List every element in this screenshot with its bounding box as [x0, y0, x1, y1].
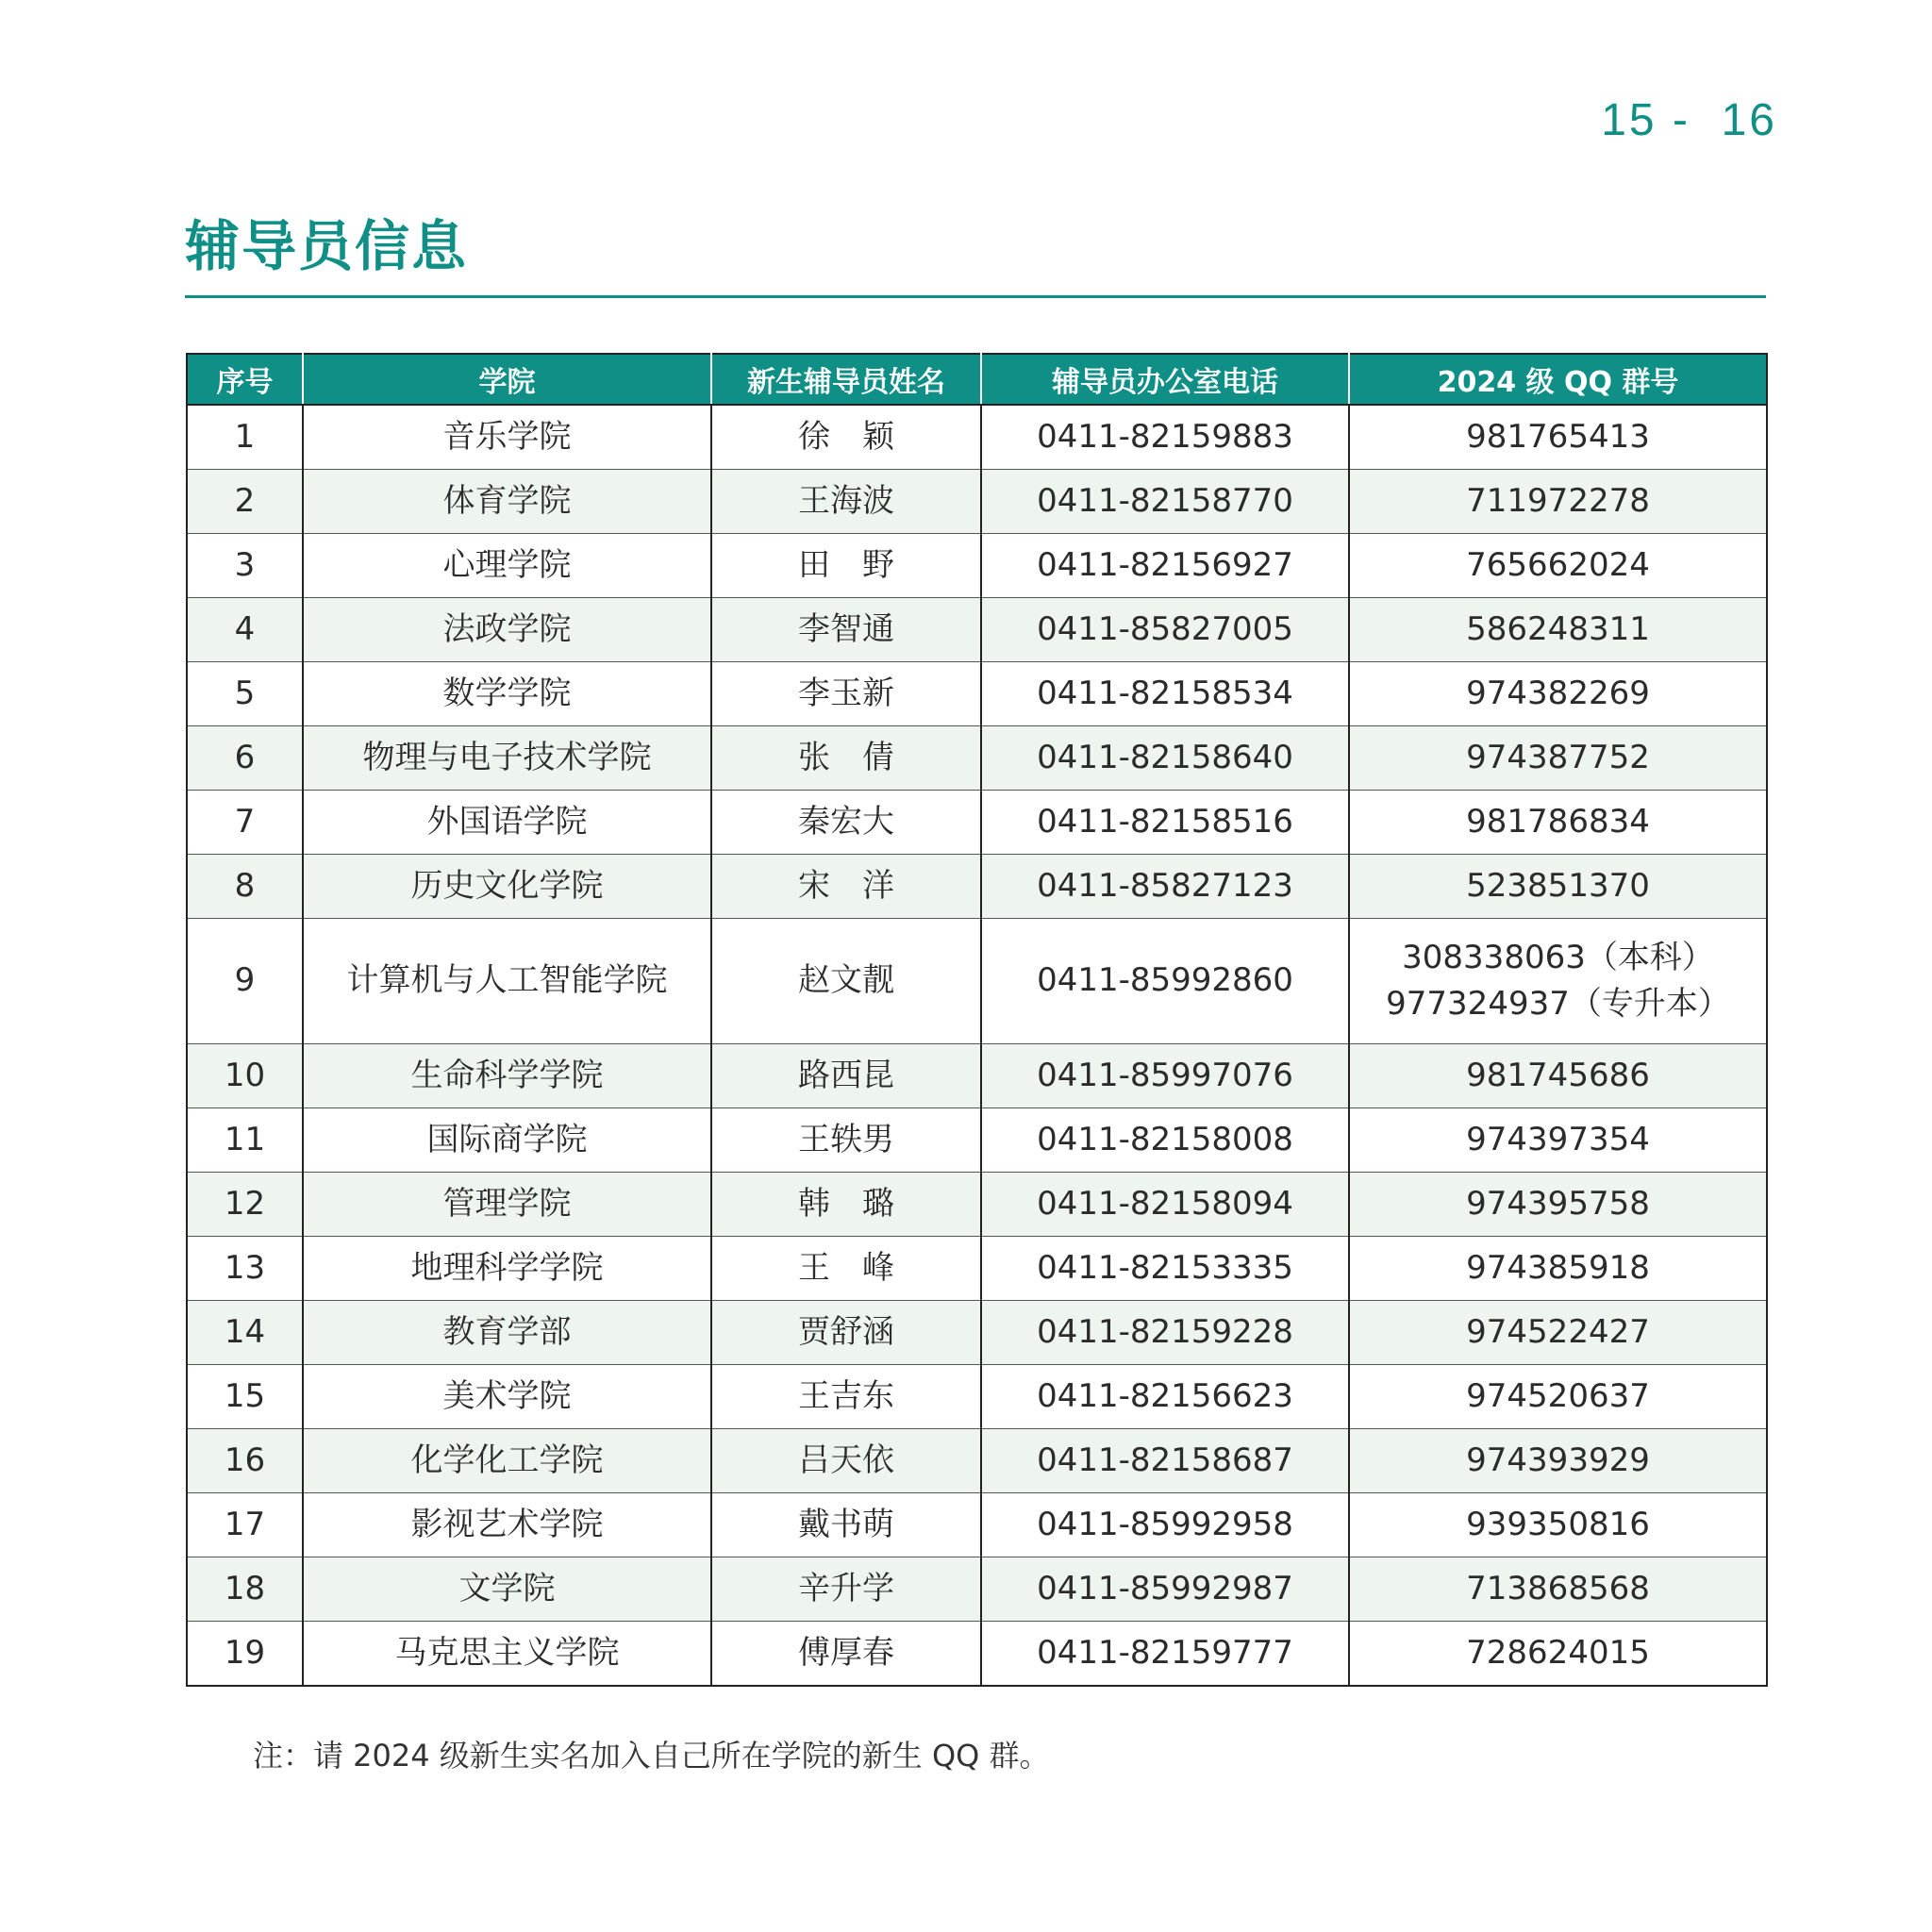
cell-college: 法政学院 [303, 598, 711, 662]
table-row [187, 791, 1767, 855]
qq-group-number: 974382269 [1466, 674, 1650, 712]
cell-no: 15 [187, 1365, 303, 1429]
cell-counselor-name: 李玉新 [711, 662, 981, 726]
cell-office-phone: 0411-82153335 [981, 1237, 1349, 1301]
cell-office-phone: 0411-85992860 [981, 919, 1349, 1044]
cell-college: 数学学院 [303, 662, 711, 726]
cell-qq-group [1349, 1173, 1767, 1237]
cell-college: 音乐学院 [303, 405, 711, 470]
table-body [187, 405, 1767, 1686]
cell-college: 影视艺术学院 [303, 1493, 711, 1557]
qq-group-number: 586248311 [1466, 609, 1650, 648]
cell-office-phone: 0411-82158687 [981, 1429, 1349, 1493]
cell-no: 6 [187, 726, 303, 791]
cell-qq-group [1349, 662, 1767, 726]
header-counselor-name: 新生辅导员姓名 [711, 354, 981, 405]
cell-counselor-name: 戴书萌 [711, 1493, 981, 1557]
cell-college: 心理学院 [303, 534, 711, 598]
cell-counselor-name: 张 倩 [711, 726, 981, 791]
cell-qq-group [1349, 1044, 1767, 1108]
cell-no: 5 [187, 662, 303, 726]
qq-group-number: 974397354 [1466, 1120, 1650, 1158]
cell-no: 2 [187, 470, 303, 534]
cell-office-phone: 0411-82158770 [981, 470, 1349, 534]
table-row [187, 470, 1767, 534]
cell-office-phone: 0411-85992987 [981, 1557, 1349, 1622]
cell-college: 美术学院 [303, 1365, 711, 1429]
cell-college: 地理科学学院 [303, 1237, 711, 1301]
cell-qq-group [1349, 855, 1767, 919]
cell-counselor-name: 王轶男 [711, 1108, 981, 1173]
cell-no: 14 [187, 1301, 303, 1365]
qq-group-number: 974387752 [1466, 738, 1650, 776]
cell-college: 生命科学学院 [303, 1044, 711, 1108]
cell-office-phone: 0411-85997076 [981, 1044, 1349, 1108]
cell-college: 计算机与人工智能学院 [303, 919, 711, 1044]
counselor-info-table [186, 353, 1768, 1687]
cell-qq-group [1349, 470, 1767, 534]
qq-group-number: 713868568 [1466, 1569, 1650, 1607]
table-row [187, 919, 1767, 1044]
footnote: 注：请 2024 级新生实名加入自己所在学院的新生 QQ 群。 [253, 1738, 1050, 1774]
qq-group-number: 974395758 [1466, 1184, 1650, 1223]
section-title: 辅导员信息 [185, 214, 469, 278]
table-header-row [187, 354, 1767, 405]
cell-no: 1 [187, 405, 303, 470]
table-row [187, 1493, 1767, 1557]
qq-group-number: 981786834 [1466, 802, 1650, 841]
cell-no: 3 [187, 534, 303, 598]
cell-qq-group [1349, 1301, 1767, 1365]
page-number: 15 - 16 [1601, 95, 1777, 145]
cell-office-phone: 0411-82159883 [981, 405, 1349, 470]
cell-qq-group [1349, 726, 1767, 791]
table-row [187, 1429, 1767, 1493]
cell-qq-group [1349, 1557, 1767, 1622]
cell-no: 17 [187, 1493, 303, 1557]
cell-office-phone: 0411-85992958 [981, 1493, 1349, 1557]
cell-counselor-name: 秦宏大 [711, 791, 981, 855]
cell-no: 8 [187, 855, 303, 919]
cell-office-phone: 0411-85827005 [981, 598, 1349, 662]
cell-office-phone: 0411-82158640 [981, 726, 1349, 791]
qq-group-number: 974385918 [1466, 1248, 1650, 1287]
qq-group-number: 974520637 [1466, 1376, 1650, 1415]
cell-qq-group [1349, 791, 1767, 855]
table-row [187, 1237, 1767, 1301]
cell-counselor-name: 徐 颖 [711, 405, 981, 470]
title-divider [185, 295, 1766, 298]
cell-no: 11 [187, 1108, 303, 1173]
table-row [187, 1173, 1767, 1237]
cell-no: 4 [187, 598, 303, 662]
cell-counselor-name: 韩 璐 [711, 1173, 981, 1237]
cell-no: 18 [187, 1557, 303, 1622]
table-row [187, 662, 1767, 726]
table-row [187, 1108, 1767, 1173]
cell-college: 物理与电子技术学院 [303, 726, 711, 791]
cell-counselor-name: 赵文靓 [711, 919, 981, 1044]
cell-no: 10 [187, 1044, 303, 1108]
cell-no: 13 [187, 1237, 303, 1301]
table-row [187, 855, 1767, 919]
header-office-phone: 辅导员办公室电话 [981, 354, 1349, 405]
header-qq-group: 2024 级 QQ 群号 [1349, 354, 1767, 405]
cell-office-phone: 0411-82156927 [981, 534, 1349, 598]
cell-college: 化学化工学院 [303, 1429, 711, 1493]
table-row [187, 598, 1767, 662]
cell-college: 历史文化学院 [303, 855, 711, 919]
header-college: 学院 [303, 354, 711, 405]
qq-group-number: 974393929 [1466, 1441, 1650, 1479]
cell-qq-group [1349, 534, 1767, 598]
cell-college: 管理学院 [303, 1173, 711, 1237]
cell-no: 19 [187, 1622, 303, 1687]
qq-group-number: 711972278 [1466, 481, 1650, 520]
cell-counselor-name: 辛升学 [711, 1557, 981, 1622]
cell-counselor-name: 田 野 [711, 534, 981, 598]
cell-no: 16 [187, 1429, 303, 1493]
table-row [187, 1365, 1767, 1429]
qq-group-number: 981745686 [1466, 1056, 1650, 1094]
cell-qq-group [1349, 1237, 1767, 1301]
cell-college: 教育学部 [303, 1301, 711, 1365]
qq-group-number: 939350816 [1466, 1505, 1650, 1543]
cell-counselor-name: 王 峰 [711, 1237, 981, 1301]
table-row [187, 1622, 1767, 1687]
cell-counselor-name: 李智通 [711, 598, 981, 662]
cell-counselor-name: 傅厚春 [711, 1622, 981, 1687]
cell-office-phone: 0411-82158094 [981, 1173, 1349, 1237]
cell-college: 马克思主义学院 [303, 1622, 711, 1687]
cell-office-phone: 0411-85827123 [981, 855, 1349, 919]
table-row [187, 405, 1767, 470]
cell-counselor-name: 路西昆 [711, 1044, 981, 1108]
cell-college: 国际商学院 [303, 1108, 711, 1173]
cell-counselor-name: 吕天依 [711, 1429, 981, 1493]
cell-office-phone: 0411-82158534 [981, 662, 1349, 726]
table-row [187, 534, 1767, 598]
cell-qq-group [1349, 1365, 1767, 1429]
cell-office-phone: 0411-82156623 [981, 1365, 1349, 1429]
cell-office-phone: 0411-82159228 [981, 1301, 1349, 1365]
cell-college: 体育学院 [303, 470, 711, 534]
cell-qq-group [1349, 1108, 1767, 1173]
cell-no: 9 [187, 919, 303, 1044]
qq-group-number: 977324937（专升本） [1386, 985, 1730, 1023]
cell-college: 文学院 [303, 1557, 711, 1622]
cell-qq-group [1349, 405, 1767, 470]
cell-counselor-name: 宋 洋 [711, 855, 981, 919]
header-no: 序号 [187, 354, 303, 405]
cell-qq-group [1349, 598, 1767, 662]
cell-counselor-name: 王吉东 [711, 1365, 981, 1429]
qq-group-number: 308338063（本科） [1402, 938, 1714, 976]
table-row [187, 1557, 1767, 1622]
qq-group-number: 981765413 [1466, 417, 1650, 456]
cell-qq-group [1349, 1493, 1767, 1557]
cell-office-phone: 0411-82158008 [981, 1108, 1349, 1173]
cell-qq-group [1349, 919, 1767, 1044]
cell-office-phone: 0411-82159777 [981, 1622, 1349, 1687]
qq-group-number: 974522427 [1466, 1312, 1650, 1351]
cell-office-phone: 0411-82158516 [981, 791, 1349, 855]
cell-no: 12 [187, 1173, 303, 1237]
table-row [187, 726, 1767, 791]
cell-qq-group [1349, 1429, 1767, 1493]
table-row [187, 1301, 1767, 1365]
table-row [187, 1044, 1767, 1108]
cell-college: 外国语学院 [303, 791, 711, 855]
cell-counselor-name: 贾舒涵 [711, 1301, 981, 1365]
cell-no: 7 [187, 791, 303, 855]
qq-group-number: 523851370 [1466, 866, 1650, 905]
qq-group-number: 765662024 [1466, 545, 1650, 584]
cell-qq-group [1349, 1622, 1767, 1687]
cell-counselor-name: 王海波 [711, 470, 981, 534]
qq-group-number: 728624015 [1466, 1633, 1650, 1672]
